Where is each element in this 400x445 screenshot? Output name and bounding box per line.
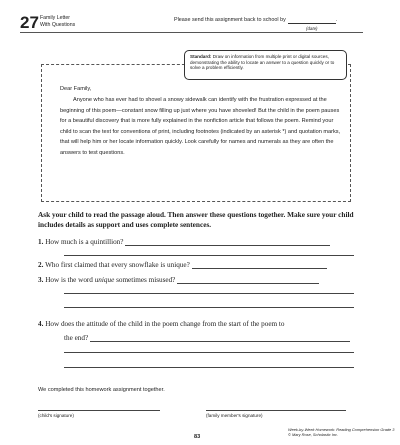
question-4 — [38, 320, 285, 328]
answer-line[interactable] — [192, 263, 327, 269]
question-number: 3. — [38, 276, 44, 284]
question-text-after: sometimes misused? — [114, 276, 176, 284]
answer-line[interactable] — [125, 240, 330, 246]
header-divider — [20, 32, 363, 33]
question-number: 4. — [38, 320, 44, 328]
send-back-instruction — [174, 17, 337, 24]
answer-line[interactable] — [177, 278, 319, 284]
question-3 — [38, 276, 319, 284]
question-text-before: How is the word — [45, 276, 95, 284]
letter-body: Anyone who has ever had to shovel a snowy sidewalk can identify with the frustration expressed at the beginning of this poem—constant snow filling up just where you have shoveled! But the child in the poem pauses for a beautiful discovery that is more fully explained in the nonfiction article that follows the poem. Remind your child to scan the text for conventions of print, including footnotes (indicated by an asterisk *) and quotation marks, that will help him or her locate information quickly. Look carefully for names and numerals as they are often the answers to test questions. — [60, 97, 341, 156]
answer-line[interactable] — [64, 293, 354, 294]
page-title — [40, 15, 75, 28]
question-1 — [38, 238, 330, 246]
copyright-line-2: © Mary Rose, Scholastic Inc. — [288, 432, 339, 437]
child-signature-label: (child's signature) — [38, 413, 74, 418]
child-signature-line[interactable] — [38, 410, 160, 411]
question-text: How much is a quintillion? — [45, 238, 124, 246]
title-line-2: With Questions — [40, 21, 76, 28]
copyright-line-1: Week-by-Week Homework: Reading Comprehension Grade 3 — [288, 427, 395, 432]
page-number: 83 — [194, 434, 201, 440]
question-text: Who first claimed that every snowflake is unique? — [45, 261, 190, 269]
answer-line[interactable] — [90, 336, 350, 342]
letter-greeting: Dear Family, — [60, 86, 92, 92]
family-signature-label: (family member's signature) — [206, 413, 263, 418]
answer-line[interactable] — [64, 255, 354, 256]
question-text: How does the attitude of the child in the poem change from the start of the poem to — [45, 320, 285, 328]
standard-box — [184, 50, 347, 80]
send-back-period: . — [335, 17, 338, 23]
copyright-notice — [288, 427, 394, 437]
date-caption: (date) — [306, 26, 318, 31]
question-number: 2. — [38, 261, 44, 269]
standard-text: Draw on information from multiple print or digital sources, demonstrating the ability to locate an answer to a question quickly or to solve a problem efficiently. — [190, 54, 335, 71]
question-2 — [38, 261, 327, 269]
question-number: 1. — [38, 238, 44, 246]
title-line-1: Family Letter — [40, 15, 70, 21]
answer-line[interactable] — [64, 352, 354, 353]
answer-line[interactable] — [64, 307, 354, 308]
answer-line[interactable] — [64, 367, 354, 368]
date-blank — [288, 18, 336, 24]
instructions: Ask your child to read the passage aloud. Then answer these questions together. Make sure your child includes details as support and uses complete sentences. — [38, 210, 354, 229]
send-back-text: Please send this assignment back to school by — [174, 17, 286, 23]
lesson-number: 27 — [20, 13, 39, 32]
family-signature-line[interactable] — [206, 410, 346, 411]
completion-statement: We completed this homework assignment together. — [38, 387, 165, 393]
question-text-line-2: the end? — [64, 334, 89, 342]
standard-label: Standard: — [190, 54, 212, 59]
question-4-line-2 — [64, 334, 350, 342]
question-italic-word: unique — [94, 276, 115, 284]
